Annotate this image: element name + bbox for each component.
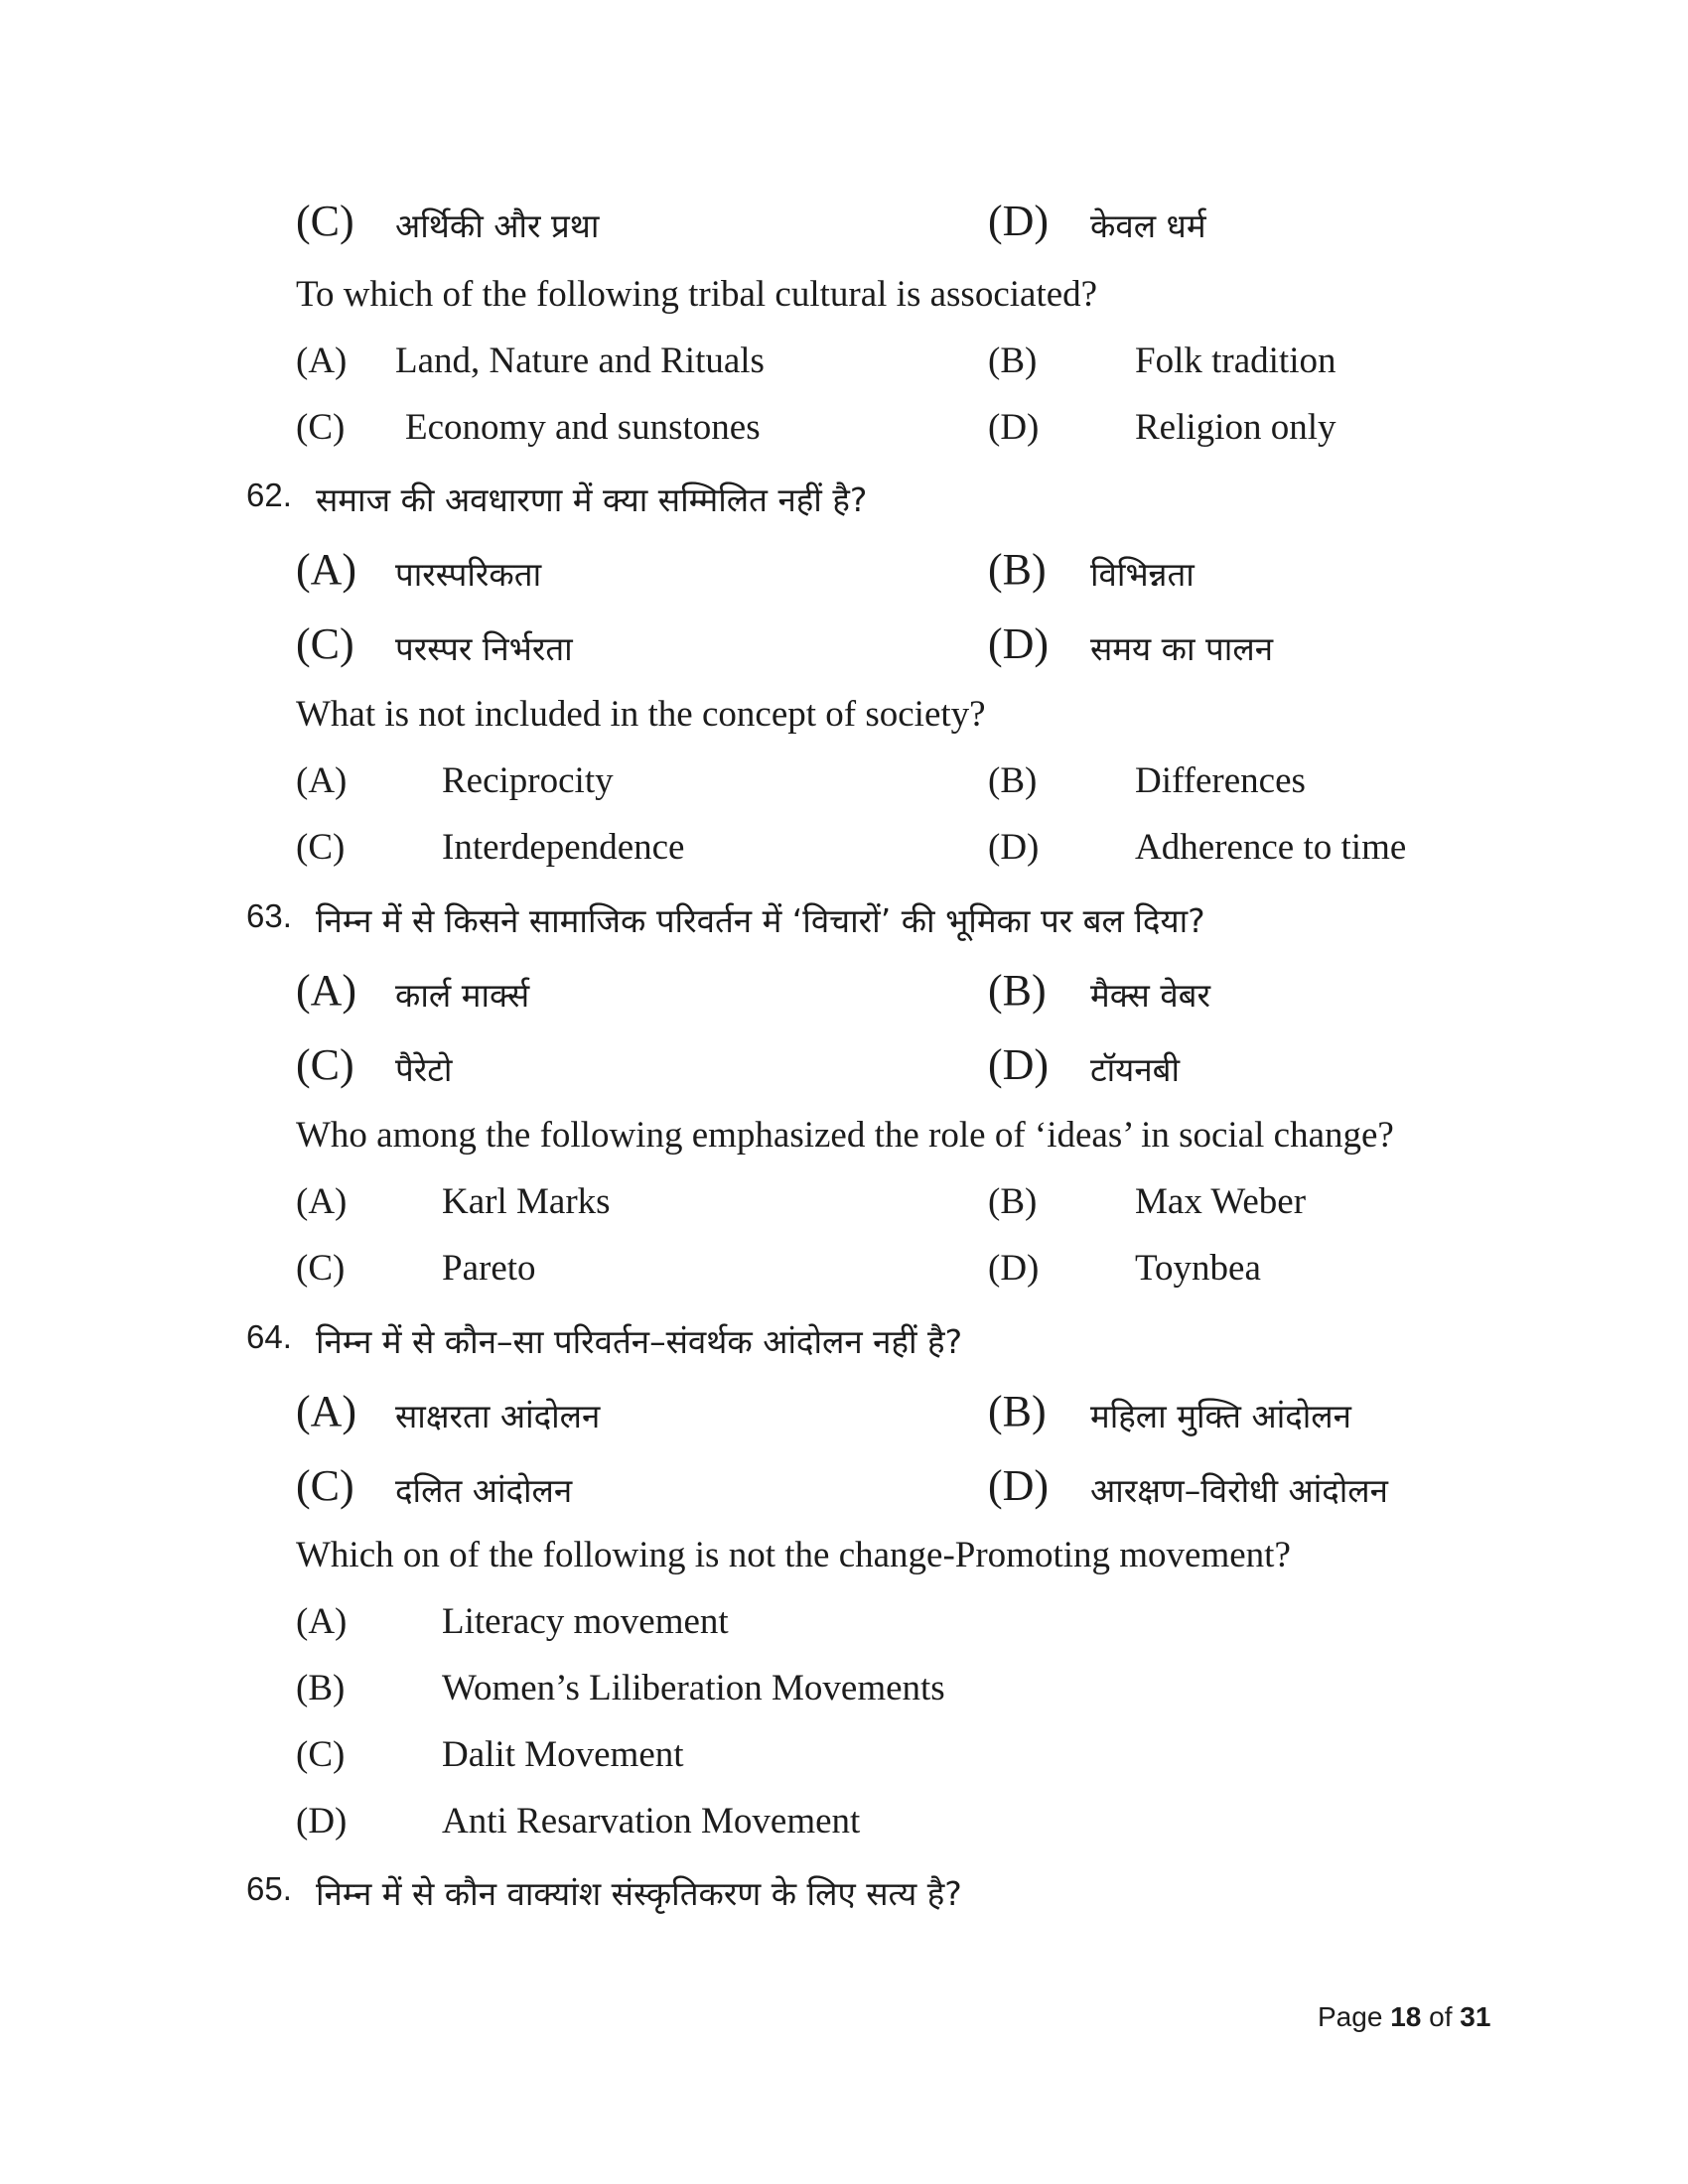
option-text: Literacy movement bbox=[442, 1601, 729, 1642]
page-footer bbox=[1318, 2001, 1490, 2033]
option-letter: (D) bbox=[296, 1801, 348, 1842]
option-letter: (B) bbox=[988, 1387, 1047, 1435]
option-letter: (C) bbox=[296, 407, 346, 448]
option-letter: (C) bbox=[296, 1248, 346, 1289]
question-text-hi: समाज की अवधारणा में क्या सम्मिलित नहीं है? bbox=[316, 480, 868, 519]
option-letter: (B) bbox=[988, 1181, 1038, 1222]
option-text: आरक्षण–विरोधी आंदोलन bbox=[1090, 1471, 1388, 1510]
option-text: पैरेटो bbox=[395, 1050, 453, 1089]
option-text: मैक्स वेबर bbox=[1090, 976, 1211, 1015]
option-letter: (C) bbox=[296, 197, 354, 245]
option-text: विभिन्नता bbox=[1090, 555, 1195, 594]
question-text-en: Which on of the following is not the change-Promoting movement? bbox=[296, 1535, 1291, 1575]
option-letter: (D) bbox=[988, 619, 1050, 668]
option-text: Interdependence bbox=[442, 827, 685, 868]
option-text: Anti Resarvation Movement bbox=[442, 1801, 861, 1842]
question-text-en: What is not included in the concept of society? bbox=[296, 694, 986, 735]
question-text-en: To which of the following tribal cultural is associated? bbox=[296, 274, 1098, 315]
option-letter: (B) bbox=[988, 545, 1047, 594]
option-text: Toynbea bbox=[1135, 1248, 1261, 1289]
page-current: 18 bbox=[1390, 2001, 1422, 2032]
option-text: दलित आंदोलन bbox=[395, 1471, 573, 1510]
option-letter: (B) bbox=[296, 1668, 346, 1708]
option-letter: (C) bbox=[296, 619, 354, 668]
page-total: 31 bbox=[1460, 2001, 1491, 2032]
option-letter: (C) bbox=[296, 827, 346, 868]
question-number: 62. bbox=[246, 477, 292, 513]
page-of: of bbox=[1429, 2001, 1453, 2032]
page-label: Page bbox=[1318, 2001, 1383, 2032]
option-text: Reciprocity bbox=[442, 760, 614, 801]
option-letter: (A) bbox=[296, 1601, 348, 1642]
option-text: Land, Nature and Rituals bbox=[395, 341, 765, 381]
option-letter: (B) bbox=[988, 341, 1038, 381]
option-letter: (A) bbox=[296, 545, 357, 594]
option-letter: (A) bbox=[296, 760, 348, 801]
option-text: टॉयनबी bbox=[1090, 1050, 1181, 1089]
option-letter: (B) bbox=[988, 966, 1047, 1015]
option-letter: (C) bbox=[296, 1734, 346, 1775]
option-letter: (A) bbox=[296, 1387, 357, 1435]
option-text: Pareto bbox=[442, 1248, 536, 1289]
option-text: Economy and sunstones bbox=[405, 407, 761, 448]
option-text: Women’s Liliberation Movements bbox=[442, 1668, 945, 1708]
option-letter: (C) bbox=[296, 1040, 354, 1089]
option-letter: (B) bbox=[988, 760, 1038, 801]
option-letter: (C) bbox=[296, 1461, 354, 1510]
option-text: केवल धर्म bbox=[1090, 206, 1206, 245]
question-number: 63. bbox=[246, 897, 292, 934]
option-letter: (D) bbox=[988, 827, 1040, 868]
option-text: महिला मुक्ति आंदोलन bbox=[1090, 1397, 1351, 1435]
option-text: कार्ल मार्क्स bbox=[395, 976, 530, 1015]
option-text: Differences bbox=[1135, 760, 1306, 801]
option-text: समय का पालन bbox=[1090, 629, 1274, 668]
option-text: अर्थिकी और प्रथा bbox=[395, 206, 600, 245]
option-text: Adherence to time bbox=[1135, 827, 1407, 868]
option-text: परस्पर निर्भरता bbox=[395, 629, 573, 668]
option-letter: (D) bbox=[988, 407, 1040, 448]
question-text-hi: निम्न में से किसने सामाजिक परिवर्तन में ‘विचारों’ की भूमिका पर बल दिया? bbox=[316, 901, 1205, 940]
option-text: Folk tradition bbox=[1135, 341, 1336, 381]
question-number: 65. bbox=[246, 1870, 292, 1907]
option-letter: (D) bbox=[988, 1248, 1040, 1289]
option-letter: (A) bbox=[296, 341, 348, 381]
option-letter: (A) bbox=[296, 1181, 348, 1222]
option-text: Karl Marks bbox=[442, 1181, 611, 1222]
question-text-hi: निम्न में से कौन–सा परिवर्तन–संवर्थक आंदोलन नहीं है? bbox=[316, 1322, 963, 1361]
question-text-hi: निम्न में से कौन वाक्यांश संस्कृतिकरण के लिए सत्य है? bbox=[316, 1874, 962, 1913]
option-text: Dalit Movement bbox=[442, 1734, 684, 1775]
option-text: Religion only bbox=[1135, 407, 1336, 448]
option-letter: (D) bbox=[988, 1040, 1050, 1089]
question-number: 64. bbox=[246, 1318, 292, 1355]
option-text: पारस्परिकता bbox=[395, 555, 542, 594]
option-letter: (A) bbox=[296, 966, 357, 1015]
option-text: साक्षरता आंदोलन bbox=[395, 1397, 601, 1435]
option-letter: (D) bbox=[988, 197, 1050, 245]
option-letter: (D) bbox=[988, 1461, 1050, 1510]
question-text-en: Who among the following emphasized the role of ‘ideas’ in social change? bbox=[296, 1115, 1394, 1156]
option-text: Max Weber bbox=[1135, 1181, 1307, 1222]
